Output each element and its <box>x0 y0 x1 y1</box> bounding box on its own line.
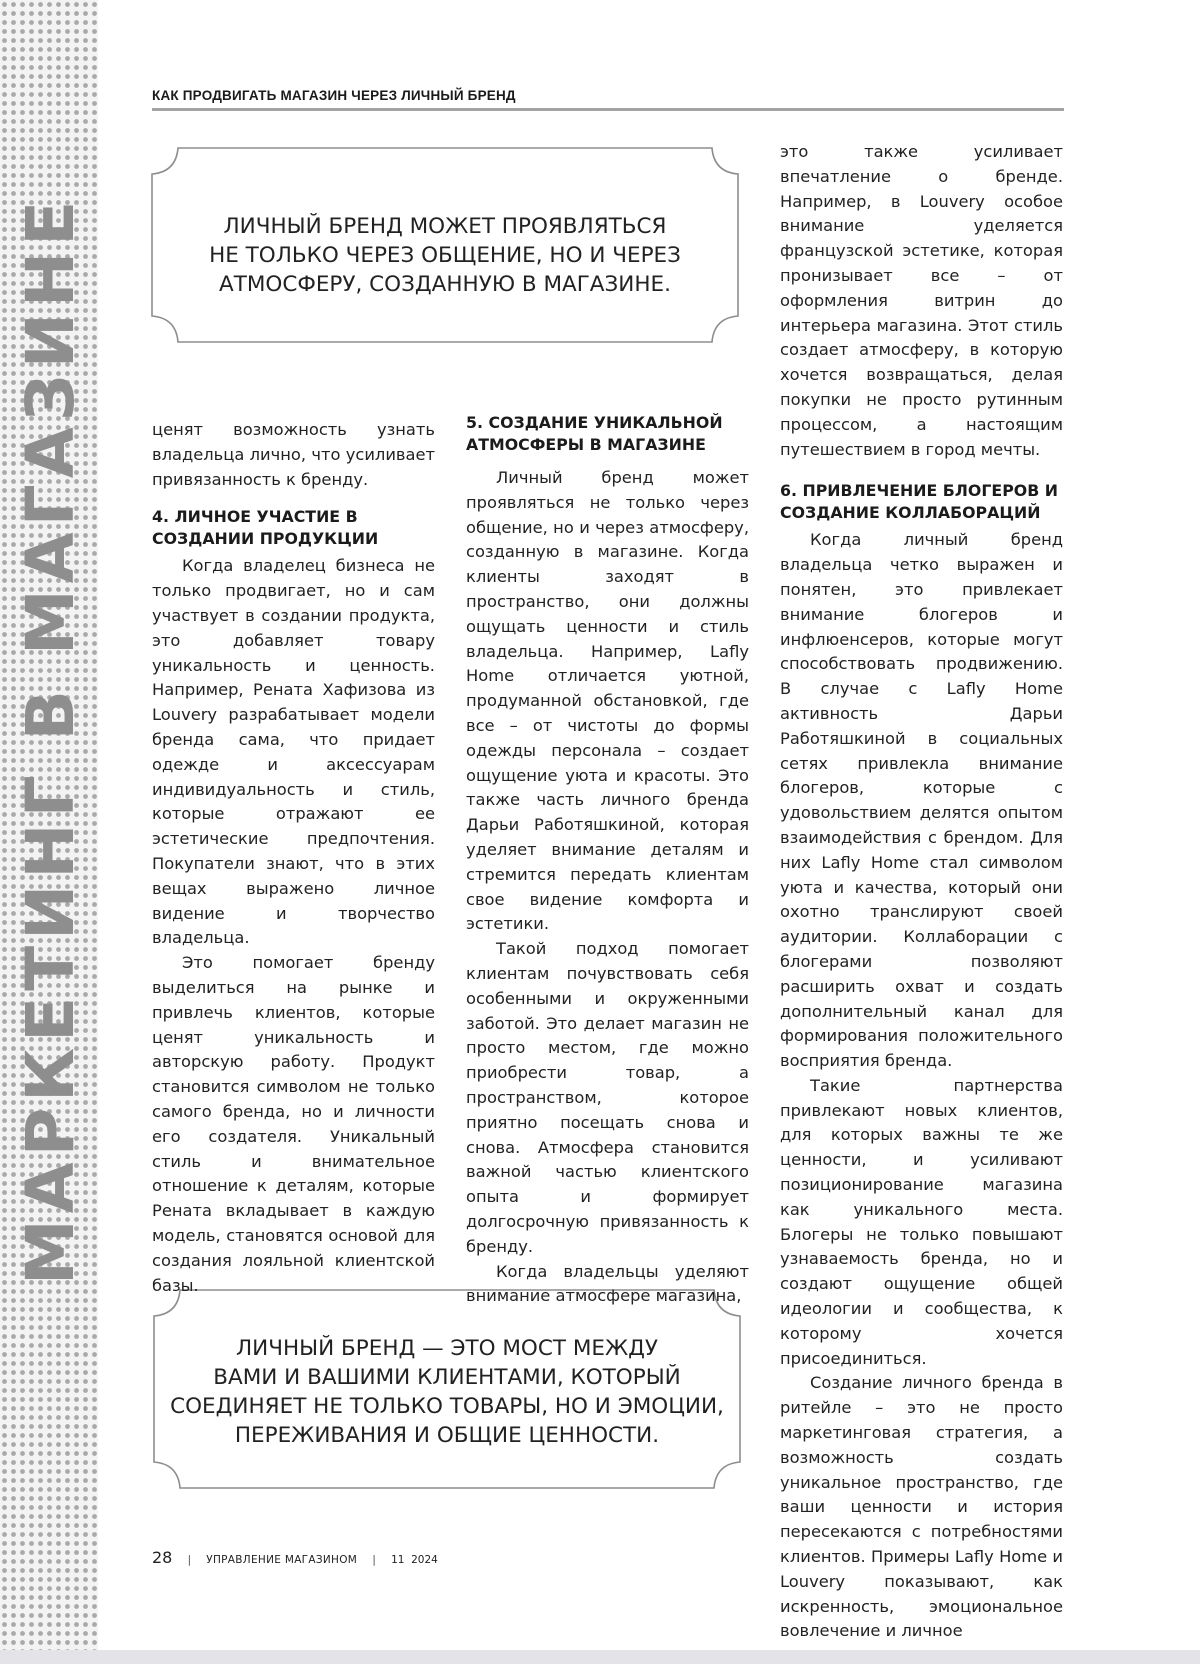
section-title-vertical: МАРКЕТИНГ В МАГАЗИНЕ <box>12 194 89 1285</box>
footer-separator: | <box>372 1553 376 1566</box>
paragraph: Такие партнерства привлекают новых клиентов, для которых важны те же ценности, и усиливают позиционирование магазина как уникального места. Блогеры не только повышают узнаваемость бренда, но и создают ощущение общей идеологии и сообщества, к которому хочется присоединиться. <box>780 1075 1063 1368</box>
bottom-edge-band <box>0 1650 1200 1664</box>
paragraph: Когда владелец бизнеса не только продвигает, но и сам участвует в создании продукта, это добавляет товару уникальность и ценность. Например, Рената Хафизова из Louvery разрабатывает модели бренда сама, что придает одежде и аксессуарам индивидуальность и стиль, которые отражают ее эстетические предпочтения. Покупатели знают, что в этих вещах выражено личное видение и творчество владельца. <box>152 556 435 948</box>
magazine-name: УПРАВЛЕНИЕ МАГАЗИНОМ <box>206 1554 358 1566</box>
pull-quote-text: ЛИЧНЫЙ БРЕНД — ЭТО МОСТ МЕЖДУ ВАМИ И ВАШИМИ КЛИЕНТАМИ, КОТОРЫЙ СОЕДИНЯЕТ НЕ ТОЛЬКО ТОВАРЫ, НО И ЭМОЦИИ, ПЕРЕЖИВАНИЯ И ОБЩИЕ ЦЕННОСТИ. <box>170 1336 724 1448</box>
page-footer <box>152 1548 438 1567</box>
paragraph: Это помогает бренду выделиться на рынке и привлечь клиентов, которые ценят уникальность и авторскую работу. Продукт становится символом не только самого бренда, но и личности его создателя. Уникальный стиль и внимательное отношение к деталям, которые Рената вкладывает в каждую модель, становятся основой для создания лояльной клиентской базы. <box>152 953 435 1295</box>
paragraph: Такой подход помогает клиентам почувствовать себя особенными и окруженными заботой. Это делает магазин не просто местом, где можно приобрести товар, а пространством, которое приятно посещать снова и снова. Атмосфера становится важной частью клиентского опыта и формирует долгосрочную привязанность к бренду. <box>466 939 749 1256</box>
section-heading-4: 4. ЛИЧНОЕ УЧАСТИЕ В СОЗДАНИИ ПРОДУКЦИИ <box>152 507 379 549</box>
text-column-2 <box>466 412 749 1309</box>
pull-quote-top <box>150 146 740 344</box>
issue-date: 11 2024 <box>391 1554 438 1566</box>
page-number: 28 <box>152 1548 173 1567</box>
running-head: КАК ПРОДВИГАТЬ МАГАЗИН ЧЕРЕЗ ЛИЧНЫЙ БРЕНД <box>152 88 516 103</box>
footer-separator: | <box>187 1553 192 1566</box>
text-column-1 <box>152 418 435 1298</box>
section-heading-6: 6. ПРИВЛЕЧЕНИЕ БЛОГЕРОВ И СОЗДАНИЕ КОЛЛАБОРАЦИЙ <box>780 481 1058 523</box>
section-heading-5: 5. СОЗДАНИЕ УНИКАЛЬНОЙ АТМОСФЕРЫ В МАГАЗИНЕ <box>466 413 723 454</box>
paragraph: ценят возможность узнать владельца лично, что усиливает привязанность к бренду. <box>152 420 435 489</box>
paragraph: Когда личный бренд владельца четко выражен и понятен, это привлекает внимание блогеров и инфлюенсеров, которые могут способствовать продвижению. В случае с Lafly Home активность Дарьи Работяшкиной в социальных сетях привлекла внимание блогеров, которые с удовольствием делятся опытом взаимодействия с брендом. Для них Lafly Home стал символом уюта и качества, который они охотно транслируют своей аудитории. Коллаборации с блогерами позволяют расширить охват и создать дополнительный канал для формирования положительного восприятия бренда. <box>780 530 1063 1071</box>
paragraph: это также усиливает впечатление о бренде. Например, в Louvery особое внимание уделяется французской эстетике, которая пронизывает все – от оформления витрин до интерьера магазина. Этот стиль создает атмосферу, в которую хочется возвращаться, делая покупки не просто рутинным процессом, а настоящим путешествием в город мечты. <box>780 142 1063 459</box>
paragraph: Личный бренд может проявляться не только через общение, но и через атмосферу, созданную в магазине. Когда клиенты заходят в пространство, они должны ощущать ценности и стиль владельца. Например, Lafly Home отличается уютной, продуманной обстановкой, где все – от чистоты до формы одежды персонала – создает ощущение уюта и красоты. Это также часть личного бренда Дарьи Работяшкиной, которая уделяет внимание деталям и стремится передать клиентам свое видение комфорта и эстетики. <box>466 468 749 934</box>
paragraph: Когда владельцы уделяют внимание атмосфере магазина, <box>466 1261 749 1306</box>
pull-quote-text: ЛИЧНЫЙ БРЕНД МОЖЕТ ПРОЯВЛЯТЬСЯ НЕ ТОЛЬКО ЧЕРЕЗ ОБЩЕНИЕ, НО И ЧЕРЕЗ АТМОСФЕРУ, СОЗДАННУЮ В МАГАЗИНЕ. <box>209 214 681 297</box>
text-column-3 <box>780 140 1063 1644</box>
paragraph: Создание личного бренда в ритейле – это не просто маркетинговая стратегия, а возможность создать уникальное пространство, где ваши ценности и история пересекаются с потребностями клиентов. Примеры Lafly Home и Louvery показывают, как искренность, эмоциональное вовлечение и личное <box>780 1373 1063 1641</box>
header-rule <box>152 108 1064 111</box>
pull-quote-bottom <box>152 1288 742 1490</box>
